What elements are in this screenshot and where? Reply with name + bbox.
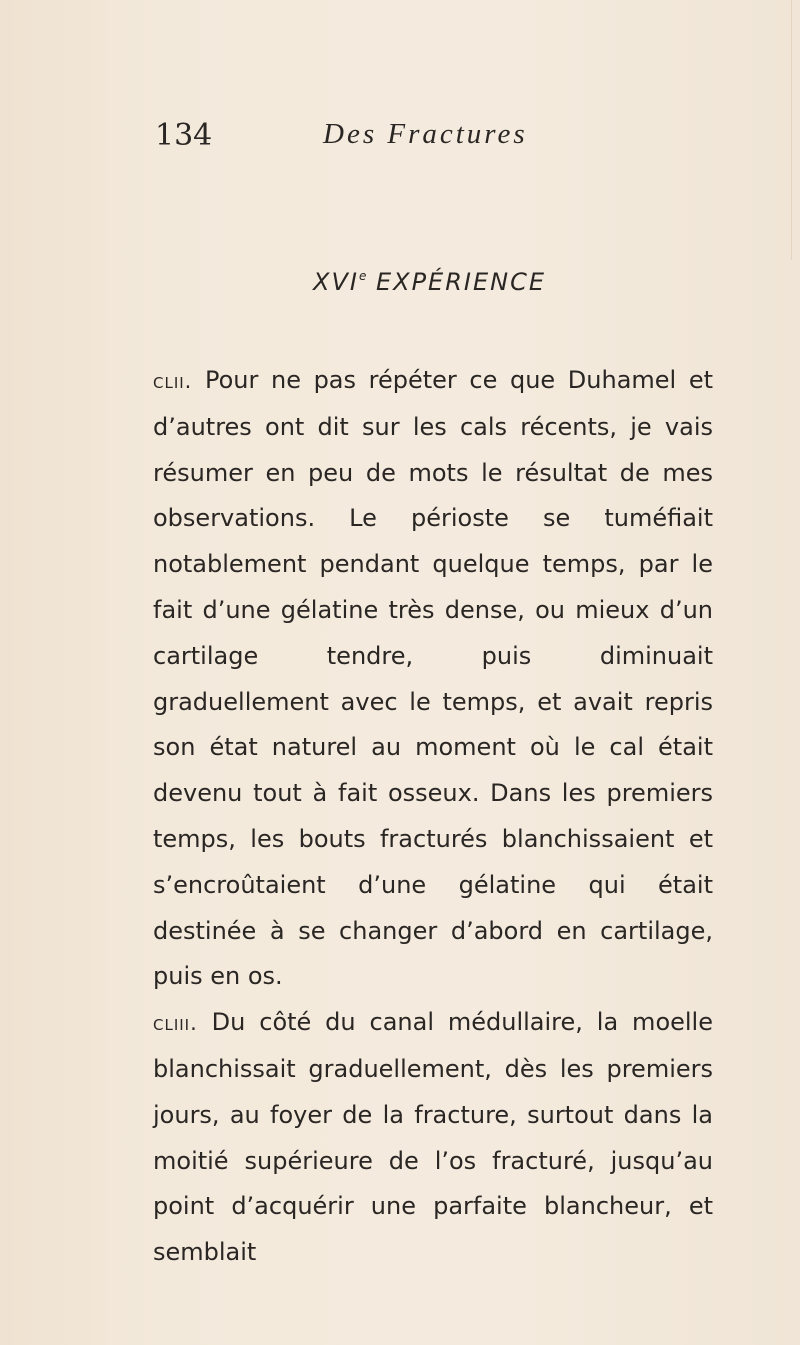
page-edge	[791, 0, 792, 260]
heading-superscript: e	[358, 269, 367, 283]
paragraph-number: clii.	[153, 369, 193, 393]
body-text	[153, 358, 713, 1267]
running-title: Des Fractures	[323, 118, 528, 150]
paragraph-number: cliii.	[153, 1011, 198, 1036]
heading-numeral: XVI	[313, 268, 359, 296]
section-heading	[313, 268, 613, 304]
running-head	[155, 118, 555, 158]
heading-word: EXPÉRIENCE	[375, 268, 547, 296]
paragraph-text: Du côté du canal médullaire, la moelle blanchissait graduellement, dès les premiers jours, au foyer de la fracture, surtout dans la moitié supérieure de l’os fracturé, jusqu’au point d’acquérir une parfaite blancheur, et semblait	[153, 1008, 713, 1267]
paragraph-text: Pour ne pas répéter ce que Duhamel et d’autres ont dit sur les cals récents, je vais résumer en peu de mots le résultat de mes observations. Le périoste se tuméfiait notablement pendant quelque temps, par le fait d’une gélatine très dense, ou mieux d’un cartilage tendre, puis diminuait graduellement avec le temps, et avait repris son état naturel au moment où le cal était devenu tout à fait osseux. Dans les premiers temps, les bouts fracturés blanchissaient et s’encroûtaient d’une gélatine qui était destinée à se changer d’abord en cartilage, puis en os.	[153, 366, 713, 991]
page-number: 134	[155, 118, 213, 153]
paragraph-cliii	[153, 1000, 713, 1276]
paragraph-clii	[153, 358, 713, 1000]
